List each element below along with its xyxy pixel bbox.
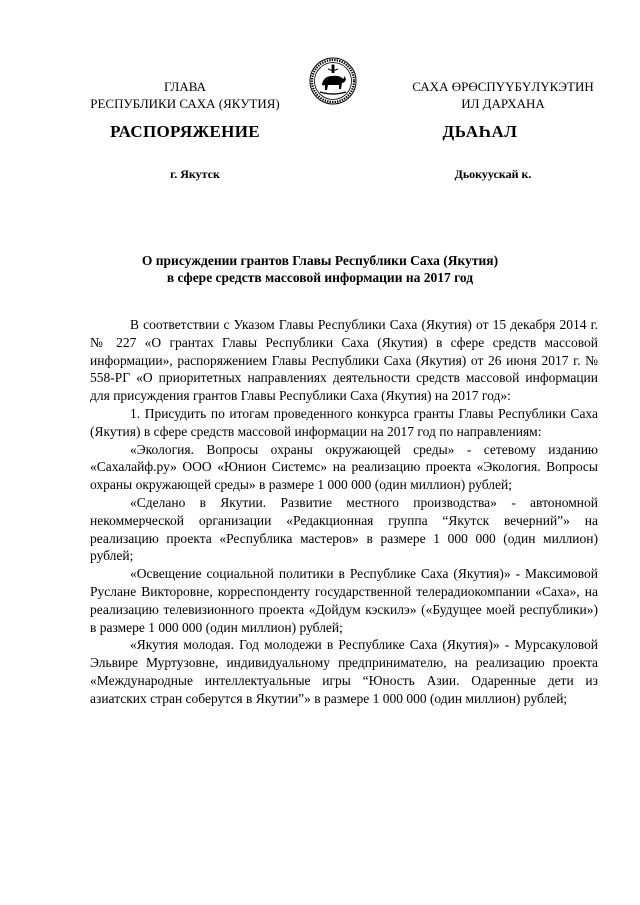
document-title (90, 252, 550, 286)
document-title-line2: в сфере средств массовой информации на 2017 год (166, 270, 474, 285)
body-paragraph-preamble: В соответствии с Указом Главы Республики Саха (Якутия) от 15 декабря 2014 г. № 227 «О грантах Главы Республики Саха (Якутия) в сфере средств массовой информации», распоряжением Главы Республики Саха (Якутия) от 26 июня 2017 г. № 558-РГ «О приоритетных направлениях деятельности средств массовой информации для присуждения грантов Главы Республики Саха (Якутия) на 2017 год»: (90, 317, 598, 404)
header-left (80, 78, 290, 112)
body-paragraph-item-1: 1. Присудить по итогам проведенного конкурса гранты Главы Республики Саха (Якутия) в сфере средств массовой информации на 2017 год по направлениям: (90, 405, 598, 439)
body-paragraph-grant-ecology: «Экология. Вопросы охраны окружающей среды» - сетевому изданию «Сахалайф.ру» ООО «Юнион Системс» на реализацию проекта «Экология. Вопросы охраны окружающей среды» в размере 1 000 000 (один миллион) рублей; (90, 441, 598, 493)
body-paragraph-grant-made-in-yakutia: «Сделано в Якутии. Развитие местного производства» - автономной некоммерческой организации «Редакционная группа “Якутск вечерний”» на реализацию проекта «Республика мастеров» в размере 1 000 000 (один миллион) рублей; (90, 494, 598, 564)
header-left-line1: ГЛАВА (164, 79, 206, 94)
city-russian: г. Якутск (170, 167, 220, 181)
city-yakut: Дьокуускай к. (454, 167, 532, 181)
doc-type-russian: РАСПОРЯЖЕНИЕ (110, 122, 260, 141)
body-paragraph-grant-social-policy: «Освещение социальной политики в Республике Саха (Якутия)» - Максимовой Руслане Викторовне, корреспонденту государственной телерадиокомпании «Саха», на реализацию телевизионного проекта «Дойдум кэскилэ» («Будущее моей республики») в размере 1 000 000 (один миллион) рублей; (90, 566, 598, 635)
header-right (378, 78, 628, 112)
document-title-line1: О присуждении грантов Главы Республики Саха (Якутия) (141, 253, 499, 268)
document-body (90, 316, 598, 708)
header-left-line2: РЕСПУБЛИКИ САХА (ЯКУТИЯ) (90, 96, 280, 111)
body-paragraph-grant-youth: «Якутия молодая. Год молодежи в Республике Саха (Якутия)» - Мурсакуловой Эльвире Муртузовне, индивидуальному предпринимателю, на реализацию проекта «Международные интеллектуальные игры “Юность Азии. Одаренные дети из азиатских стран соберутся в Якутии”» в размере 1 000 000 (один миллион) рублей; (90, 637, 598, 706)
republic-sakha-coat-of-arms-icon (308, 56, 358, 106)
header-right-line2: ИЛ ДАРХАНА (461, 96, 545, 111)
header-right-line1: САХА ӨРӨСПҮҮБҮЛҮКЭТИН (412, 79, 594, 94)
doc-type-yakut: ДЬАҺАЛ (442, 122, 518, 141)
